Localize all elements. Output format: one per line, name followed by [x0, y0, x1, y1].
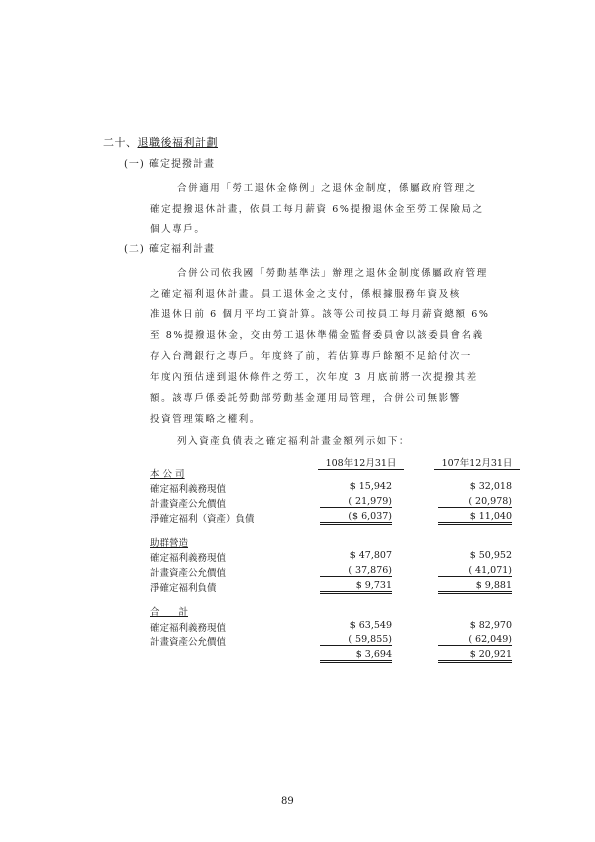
sub2-line-5: 存入台灣銀行之專戶。年度終了前，若估算專戶餘額不足給付次一	[150, 351, 472, 362]
section-heading	[103, 134, 218, 150]
sub1-line-2: 確定提撥退休計畫，依員工每月薪資 6%提撥退休金至勞工保險局之	[150, 204, 484, 215]
row-label: 確定福利義務現值	[150, 484, 227, 495]
sub1-line-3: 個人專戶。	[150, 224, 206, 235]
sub2-line-1: 合併公司依我國「勞動基準法」辦理之退休金制度係屬政府管理	[177, 268, 488, 279]
sub2-line-4: 至 8%提撥退休金，交由勞工退休準備金監督委員會以該委員會名義	[150, 330, 484, 341]
cell-value-total: $ 9,731	[320, 580, 392, 594]
group-name-subsidiary: 助群營造	[150, 538, 189, 549]
subsection-1-label: (一) 確定提撥計畫	[124, 159, 215, 170]
sub2-line-8: 投資管理策略之權利。	[150, 414, 262, 425]
sub2-line-2: 之確定福利退休計畫。員工退休金之支付，係根據服務年資及核	[150, 289, 461, 300]
row-label: 計畫資產公允價值	[150, 499, 227, 510]
section-title: 退職後福利計劃	[137, 136, 218, 149]
cell-value: $ 32,018	[469, 481, 512, 492]
cell-value-total: $ 9,881	[438, 580, 512, 594]
row-label: 確定福利義務現值	[150, 553, 227, 564]
cell-value: ( 59,855)	[320, 634, 392, 646]
sub2-line-3: 准退休日前 6 個月平均工資計算。該等公司按員工每月薪資總額 6%	[150, 309, 490, 320]
row-label: 確定福利義務現值	[150, 623, 227, 634]
cell-value-total: $ 11,040	[438, 511, 512, 525]
cell-value: ( 20,978)	[438, 496, 512, 508]
group-name-total: 合 計	[150, 607, 189, 618]
row-label: 淨確定福利負債	[150, 583, 217, 594]
sub2-line-6: 年度內預估達到退休條件之勞工，次年度 3 月底前將一次提撥其差	[150, 372, 478, 383]
cell-value: ( 21,979)	[320, 496, 392, 508]
sub2-line-7: 額。該專戶係委託勞動部勞動基金運用局管理，合併公司無影響	[150, 393, 461, 404]
table-intro: 列入資產負債表之確定福利計畫金額列示如下：	[177, 436, 411, 447]
subsection-2-label: (二) 確定福利計畫	[124, 244, 215, 255]
cell-value: $ 63,549	[349, 620, 392, 631]
cell-value-total: ($ 6,037)	[320, 511, 392, 525]
row-label: 淨確定福利（資產）負債	[150, 514, 255, 525]
cell-value: $ 15,942	[349, 481, 392, 492]
page-number: 89	[281, 796, 294, 807]
group-name-company: 本 公 司	[150, 469, 185, 480]
cell-value-total: $ 3,694	[320, 649, 392, 663]
cell-value-total: $ 20,921	[438, 649, 512, 663]
cell-value: $ 50,952	[469, 550, 512, 561]
sub1-line-1: 合併適用「勞工退休金條例」之退休金制度，係屬政府管理之	[177, 183, 477, 194]
row-label: 計畫資產公允價值	[150, 568, 227, 579]
cell-value: ( 41,071)	[438, 565, 512, 577]
col-header-2019: 108年12月31日	[318, 455, 404, 470]
cell-value: ( 37,876)	[320, 565, 392, 577]
row-label: 計畫資產公允價值	[150, 637, 227, 648]
cell-value: $ 82,970	[469, 620, 512, 631]
section-number: 二十、	[103, 136, 138, 149]
col-header-2018: 107年12月31日	[434, 455, 520, 470]
cell-value: $ 47,807	[349, 550, 392, 561]
cell-value: ( 62,049)	[438, 634, 512, 646]
